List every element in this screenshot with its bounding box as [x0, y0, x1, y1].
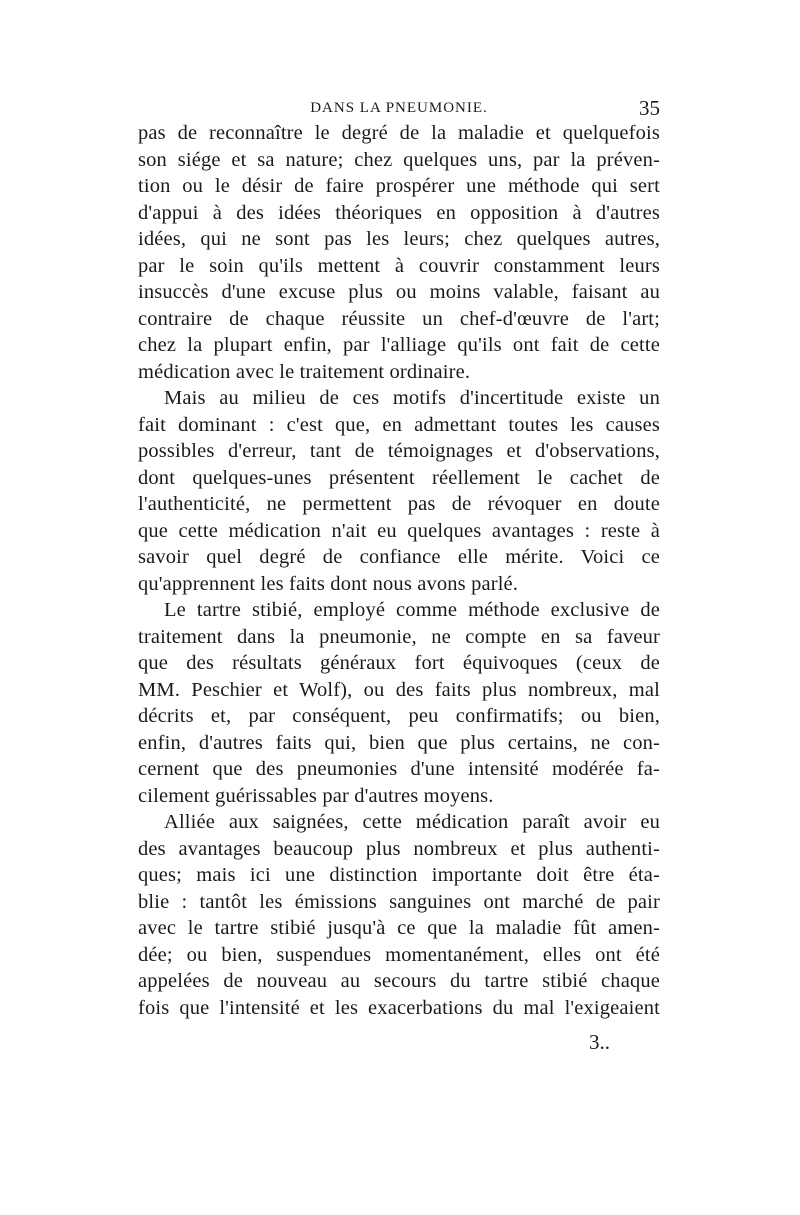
text-line: traitement dans la pneumonie, ne compte en sa faveur — [138, 625, 660, 648]
text-line: fait dominant : c'est que, en admettant toutes les causes — [138, 413, 660, 436]
text-line: enfin, d'autres faits qui, bien que plus certains, ne con- — [138, 731, 660, 754]
signature-mark: 3.. — [589, 1030, 610, 1054]
text-line: ques; mais ici une distinction importante doit être éta- — [138, 864, 660, 886]
text-line: Le tartre stibié, employé comme méthode exclusive de — [164, 599, 660, 621]
text-line: MM. Peschier et Wolf), ou des faits plus nombreux, mal — [138, 678, 660, 701]
text-line: décrits et, par conséquent, peu confirmatifs; ou bien, — [138, 705, 660, 727]
text-line: chez la plupart enfin, par l'alliage qu'ils ont fait de cette — [138, 334, 660, 356]
text-line: appelées de nouveau au secours du tartre stibié chaque — [138, 970, 660, 992]
paragraph-1 — [138, 120, 660, 385]
text-line: blie : tantôt les émissions sanguines ont marché de pair — [138, 890, 660, 913]
page-number: 35 — [639, 96, 660, 120]
text-line: que des résultats généraux fort équivoques (ceux de — [138, 652, 660, 674]
text-line: son siége et sa nature; chez quelques uns, par la préven- — [138, 148, 660, 171]
body-text — [138, 120, 660, 1021]
text-line: possibles d'erreur, tant de témoignages et d'observations, — [138, 440, 660, 462]
text-line: d'appui à des idées théoriques en opposition à d'autres — [138, 201, 660, 224]
text-line: que cette médication n'ait eu quelques avantages : reste à — [138, 519, 660, 542]
text-line: insuccès d'une excuse plus ou moins valable, faisant au — [138, 281, 660, 303]
running-title: DANS LA PNEUMONIE. — [310, 100, 488, 116]
paragraph-4 — [138, 809, 660, 1021]
text-line: cilement guérissables par d'autres moyens. — [138, 784, 494, 807]
running-head — [138, 96, 660, 120]
text-line: qu'apprennent les faits dont nous avons parlé. — [138, 572, 519, 595]
text-line: dée; ou bien, suspendues momentanément, elles ont été — [138, 943, 660, 966]
text-line: contraire de chaque réussite un chef-d'œuvre de l'art; — [138, 307, 660, 330]
text-line: savoir quel degré de confiance elle mérite. Voici ce — [138, 546, 660, 568]
text-line: l'authenticité, ne permettent pas de révoquer en doute — [138, 493, 660, 515]
text-line: Mais au milieu de ces motifs d'incertitude existe un — [164, 387, 660, 409]
text-line: fois que l'intensité et les exacerbations du mal l'exigeaient — [138, 996, 660, 1019]
text-line: cernent que des pneumonies d'une intensité modérée fa- — [138, 758, 660, 780]
text-line: par le soin qu'ils mettent à couvrir constamment leurs — [138, 254, 660, 277]
text-line: médication avec le traitement ordinaire. — [138, 360, 471, 383]
text-line: avec le tartre stibié jusqu'à ce que la maladie fût amen- — [138, 917, 660, 939]
text-line: des avantages beaucoup plus nombreux et plus authenti- — [138, 837, 660, 860]
text-line: Alliée aux saignées, cette médication paraît avoir eu — [164, 811, 660, 833]
text-line: idées, qui ne sont pas les leurs; chez quelques autres, — [138, 228, 660, 250]
text-line: pas de reconnaître le degré de la maladie et quelquefois — [138, 122, 660, 144]
text-line: dont quelques-unes présentent réellement le cachet de — [138, 466, 660, 489]
paragraph-2 — [138, 385, 660, 597]
text-line: tion ou le désir de faire prospérer une méthode qui sert — [138, 175, 660, 197]
paragraph-3 — [138, 597, 660, 809]
